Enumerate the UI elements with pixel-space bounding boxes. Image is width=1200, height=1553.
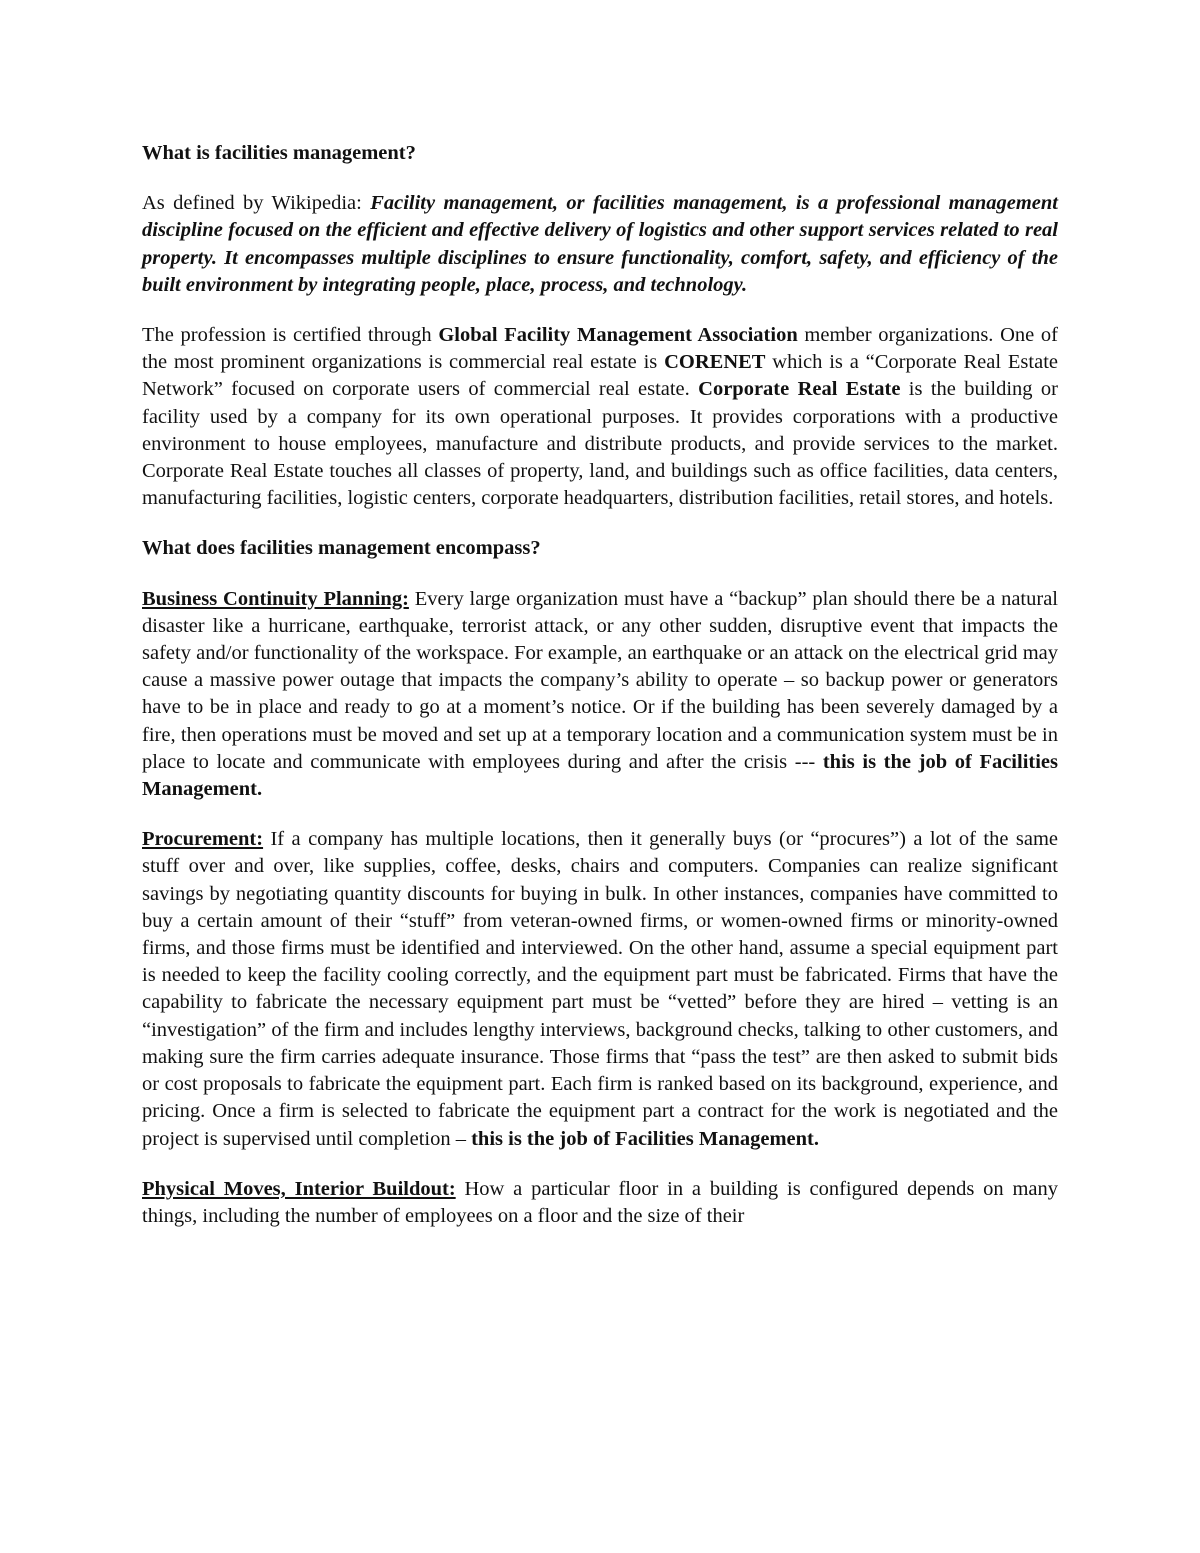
profession-text-4: is the building or facility used by a company for its own operational purposes. It provides corporations with a productive environment to house employees, manufacture and distribute products, and provide services to the market. Corporate Real Estate touches all classes of property, land, and buildings such as office facilities, data centers, manufacturing facilities, logistic centers, corporate headquarters, distribution facilities, retail stores, and hotels. bbox=[142, 378, 1058, 510]
paragraph-profession bbox=[142, 322, 1058, 512]
heading-what-is-fm: What is facilities management? bbox=[142, 142, 416, 164]
corporate-real-estate-term: Corporate Real Estate bbox=[698, 378, 901, 401]
physical-moves-label: Physical Moves, Interior Buildout: bbox=[142, 1177, 456, 1200]
profession-text-3: which is a “Corporate Real Estate Network” focused on corporate users of commercial real estate. bbox=[142, 351, 1058, 401]
profession-text-2: member organizations. One of the most prominent organizations is commercial real estate is bbox=[142, 324, 1058, 374]
business-continuity-label: Business Continuity Planning: bbox=[142, 587, 409, 610]
business-continuity-text: Every large organization must have a “backup” plan should there be a natural disaster like a hurricane, earthquake, terrorist attack, or any other sudden, disruptive event that impacts the safety and/or functionality of the workspace. For example, an earthquake or an attack on the electrical grid may cause a massive power outage that impacts the company’s ability to operate – so backup power or generators have to be in place and ready to go at a moment’s notice. Or if the building has been severely damaged by a fire, then operations must be moved and set up at a temporary location and a communication system must be in place to locate and communicate with employees during and after the crisis --- bbox=[142, 587, 1058, 773]
paragraph-procurement bbox=[142, 826, 1058, 1152]
heading-what-does-fm-encompass: What does facilities management encompass? bbox=[142, 537, 541, 560]
definition-lead: As defined by Wikipedia: bbox=[142, 192, 371, 215]
physical-moves-text: How a particular floor in a building is configured depends on many things, including the number of employees on a floor and the size of their bbox=[142, 1177, 1058, 1227]
procurement-text: If a company has multiple locations, then it generally buys (or “procures”) a lot of the same stuff over and over, like supplies, coffee, desks, chairs and computers. Companies can realize significant savings by negotiating quantity discounts for buying in bulk. In other instances, companies have committed to buy a certain amount of their “stuff” from veteran-owned firms, or women-owned firms or minority-owned firms, and those firms must be identified and interviewed. On the other hand, assume a special equipment part is needed to keep the facility cooling correctly, and the equipment part must be fabricated. Firms that have the capability to fabricate the necessary equipment part must be “vetted” before they are hired – vetting is an “investigation” of the firm and includes lengthy interviews, background checks, talking to other customers, and making sure the firm carries adequate insurance. Those firms that “pass the test” are then asked to submit bids or cost proposals to fabricate the equipment part. Each firm is ranked based on its background, experience, and pricing. Once a firm is selected to fabricate the equipment part a contract for the work is negotiated and the project is supervised until completion – bbox=[142, 828, 1058, 1150]
procurement-label: Procurement: bbox=[142, 828, 264, 851]
procurement-conclusion: this is the job of Facilities Management. bbox=[471, 1127, 819, 1150]
paragraph-definition bbox=[142, 190, 1058, 299]
document-page bbox=[142, 140, 1058, 1253]
gfma-name: Global Facility Management Association bbox=[438, 324, 798, 347]
paragraph-business-continuity bbox=[142, 586, 1058, 804]
corenet-name: CORENET bbox=[664, 351, 766, 374]
profession-text-1: The profession is certified through bbox=[142, 324, 439, 347]
definition-quote: Facility management, or facilities management, is a professional management discipline focused on the efficient and effective delivery of logistics and other support services related to real property. It encompasses multiple disciplines to ensure functionality, comfort, safety, and efficiency of the built environment by integrating people, place, process, and technology. bbox=[142, 192, 1059, 296]
business-continuity-conclusion: this is the job of Facilities Management. bbox=[142, 750, 1058, 801]
paragraph-physical-moves bbox=[142, 1176, 1058, 1230]
